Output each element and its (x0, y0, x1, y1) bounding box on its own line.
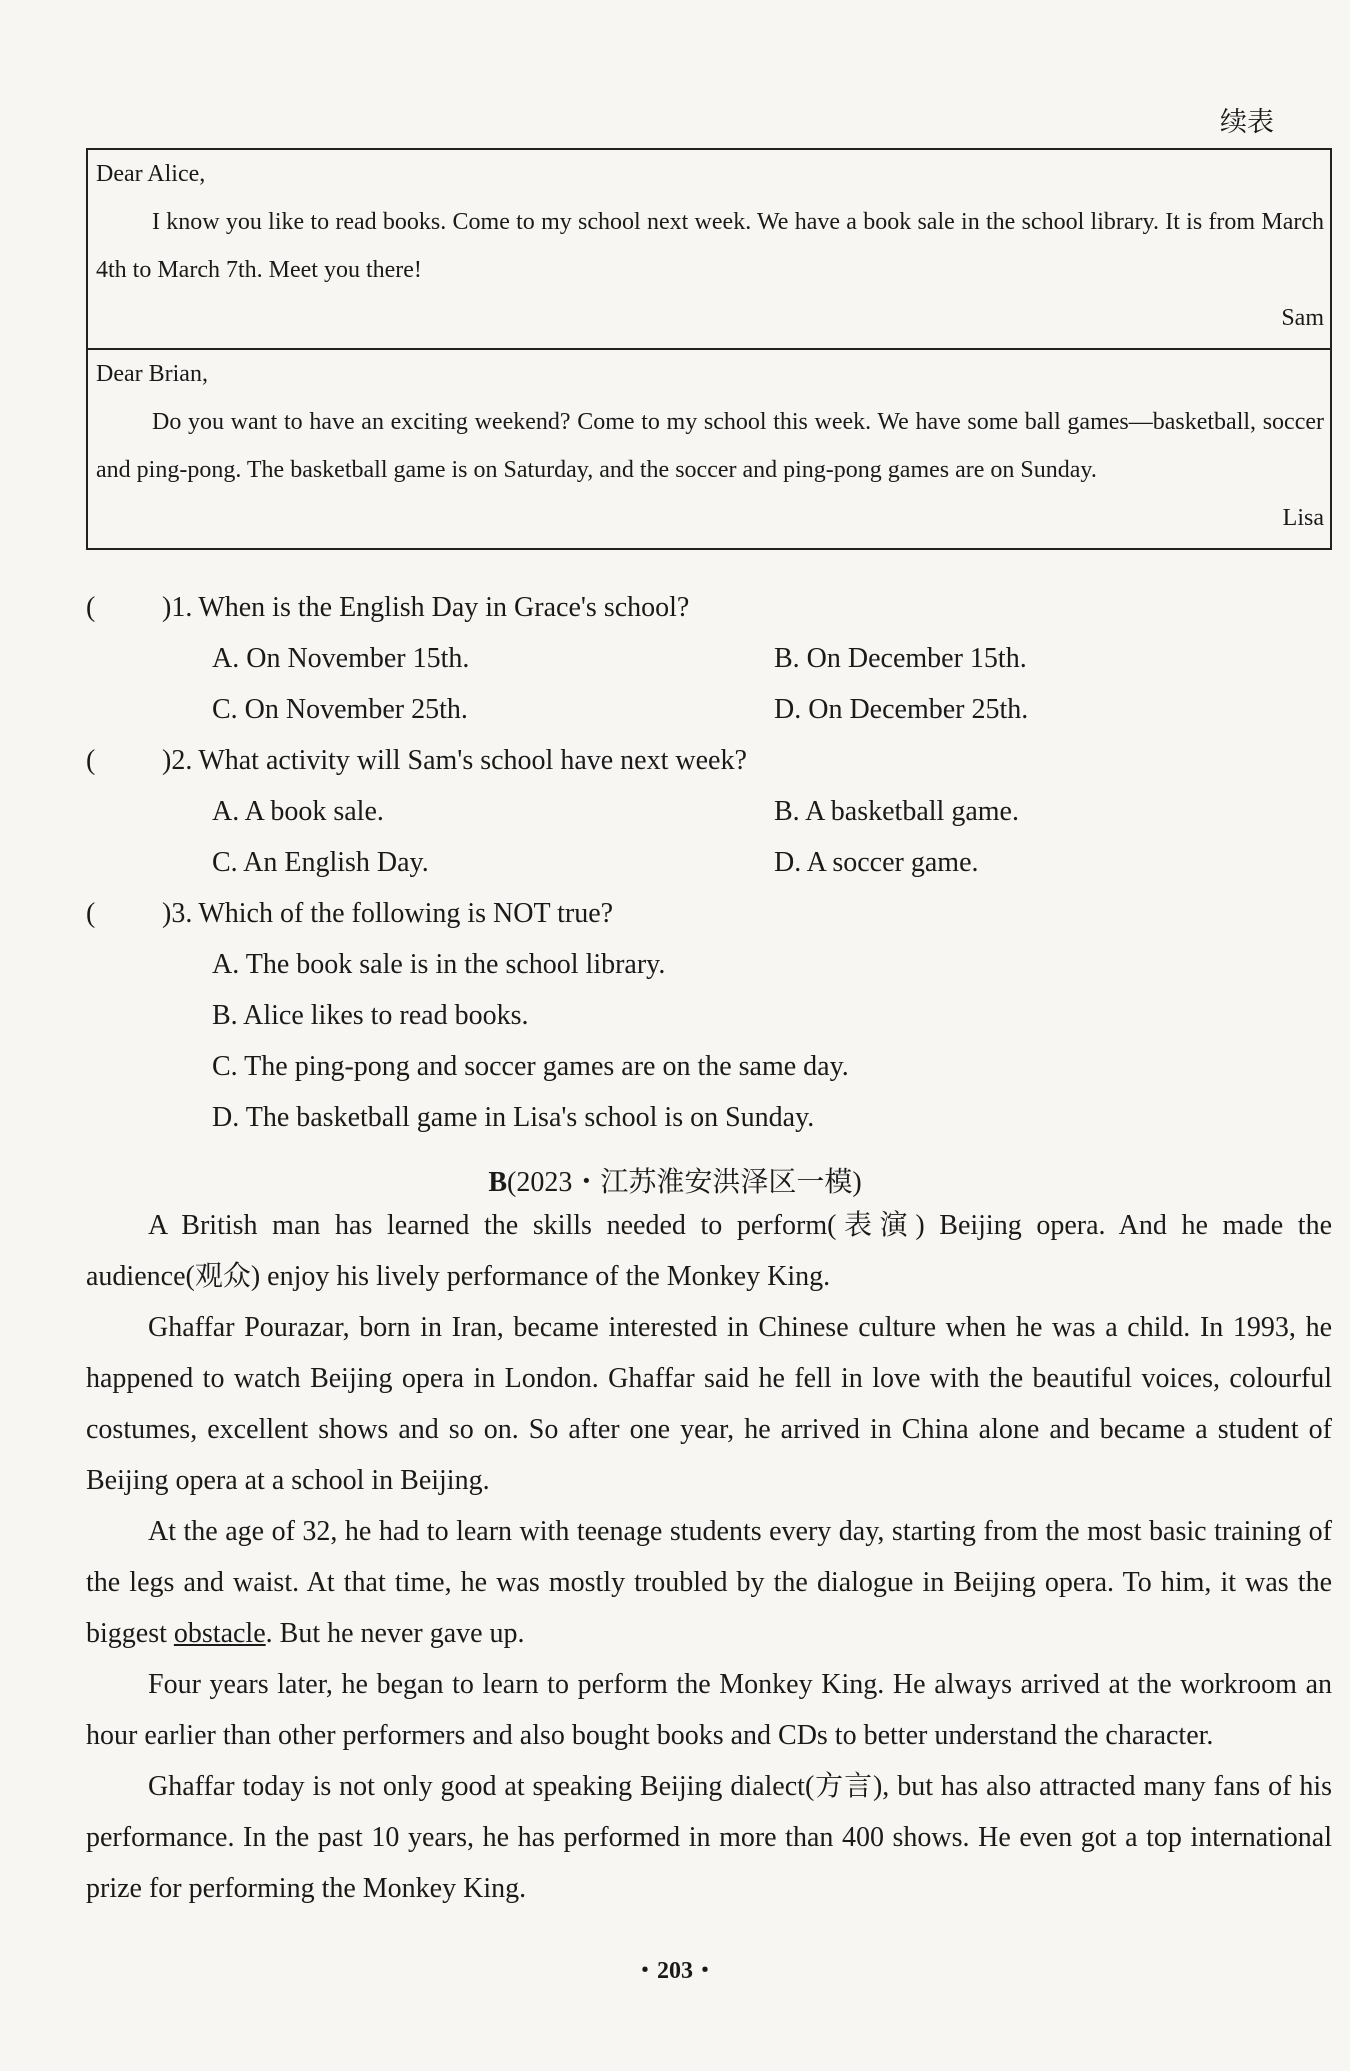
reading-passage (86, 1200, 1332, 1914)
question-2 (86, 735, 747, 786)
section-letter: B (488, 1167, 508, 1198)
continuation-label: 续表 (1220, 107, 1274, 137)
option-d[interactable]: D. A soccer game. (774, 847, 979, 878)
option-c[interactable]: C. An English Day. (212, 847, 429, 878)
question-3 (86, 888, 613, 939)
letter-greeting: Dear Brian, (96, 361, 208, 387)
option-a[interactable]: A. On November 15th. (212, 643, 470, 674)
option-b[interactable]: B. On December 15th. (774, 643, 1027, 674)
option-a[interactable]: A. A book sale. (212, 796, 384, 827)
letter-cell (88, 150, 1330, 348)
section-heading (0, 1160, 1350, 1200)
question-1-options (212, 633, 1028, 735)
passage-paragraph: At the age of 32, he had to learn with teenage students every day, starting from the most basic training of the legs and waist. At that time, he was mostly troubled by the dialogue in Beijing opera. To him, it was the biggest obstacle. But he never gave up. (86, 1516, 1332, 1649)
question-text: When is the English Day in Grace's school? (198, 592, 690, 623)
option-d[interactable]: D. On December 25th. (774, 694, 1029, 725)
question-number: )3. (162, 898, 193, 929)
option-b[interactable]: B. A basketball game. (774, 796, 1019, 827)
question-text: Which of the following is NOT true? (198, 898, 614, 929)
question-2-options (212, 786, 1019, 888)
letter-greeting: Dear Alice, (96, 161, 206, 187)
underlined-word: obstacle (173, 1618, 266, 1649)
letter-body: I know you like to read books. Come to my school next week. We have a book sale in the school library. It is from March 4th to March 7th. Meet you there! (96, 209, 1324, 283)
option-a[interactable]: A. The book sale is in the school library. (212, 949, 666, 980)
letter-signature: Lisa (1282, 505, 1324, 531)
letter-signature: Sam (1281, 305, 1324, 331)
letters-table (86, 148, 1332, 550)
question-3-options (212, 939, 849, 1143)
question-text: What activity will Sam's school have next week? (198, 745, 747, 776)
passage-paragraph: A British man has learned the skills needed to perform(表演) Beijing opera. And he made the audience(观众) enjoy his lively performance of the Monkey King. (86, 1210, 1332, 1292)
option-c[interactable]: C. The ping-pong and soccer games are on the same day. (212, 1051, 849, 1082)
section-source: (2023・江苏淮安洪泽区一模) (507, 1167, 862, 1198)
question-number: )1. (162, 592, 193, 623)
letter-body: Do you want to have an exciting weekend? Come to my school this week. We have some ball games—basketball, soccer and ping-pong. The basketball game is on Saturday, and the soccer and ping-pong games are on Sunday. (96, 409, 1324, 483)
option-d[interactable]: D. The basketball game in Lisa's school is on Sunday. (212, 1102, 815, 1133)
page-number: ・203・ (633, 1958, 717, 1984)
answer-blank[interactable]: ( (86, 745, 96, 776)
answer-blank[interactable]: ( (86, 898, 96, 929)
question-number: )2. (162, 745, 193, 776)
passage-paragraph: Ghaffar Pourazar, born in Iran, became interested in Chinese culture when he was a child. In 1993, he happened to watch Beijing opera in London. Ghaffar said he fell in love with the beautiful voices, colourful costumes, excellent shows and so on. So after one year, he arrived in China alone and became a student of Beijing opera at a school in Beijing. (86, 1312, 1332, 1496)
passage-paragraph: Four years later, he began to learn to perform the Monkey King. He always arrived at the workroom an hour earlier than other performers and also bought books and CDs to better understand the character. (86, 1669, 1332, 1751)
passage-paragraph: Ghaffar today is not only good at speaking Beijing dialect(方言), but has also attracted many fans of his performance. In the past 10 years, he has performed in more than 400 shows. He even got a top international prize for performing the Monkey King. (86, 1771, 1332, 1904)
question-1 (86, 582, 689, 633)
answer-blank[interactable]: ( (86, 592, 96, 623)
letter-cell (88, 348, 1330, 548)
option-b[interactable]: B. Alice likes to read books. (212, 1000, 529, 1031)
option-c[interactable]: C. On November 25th. (212, 694, 468, 725)
